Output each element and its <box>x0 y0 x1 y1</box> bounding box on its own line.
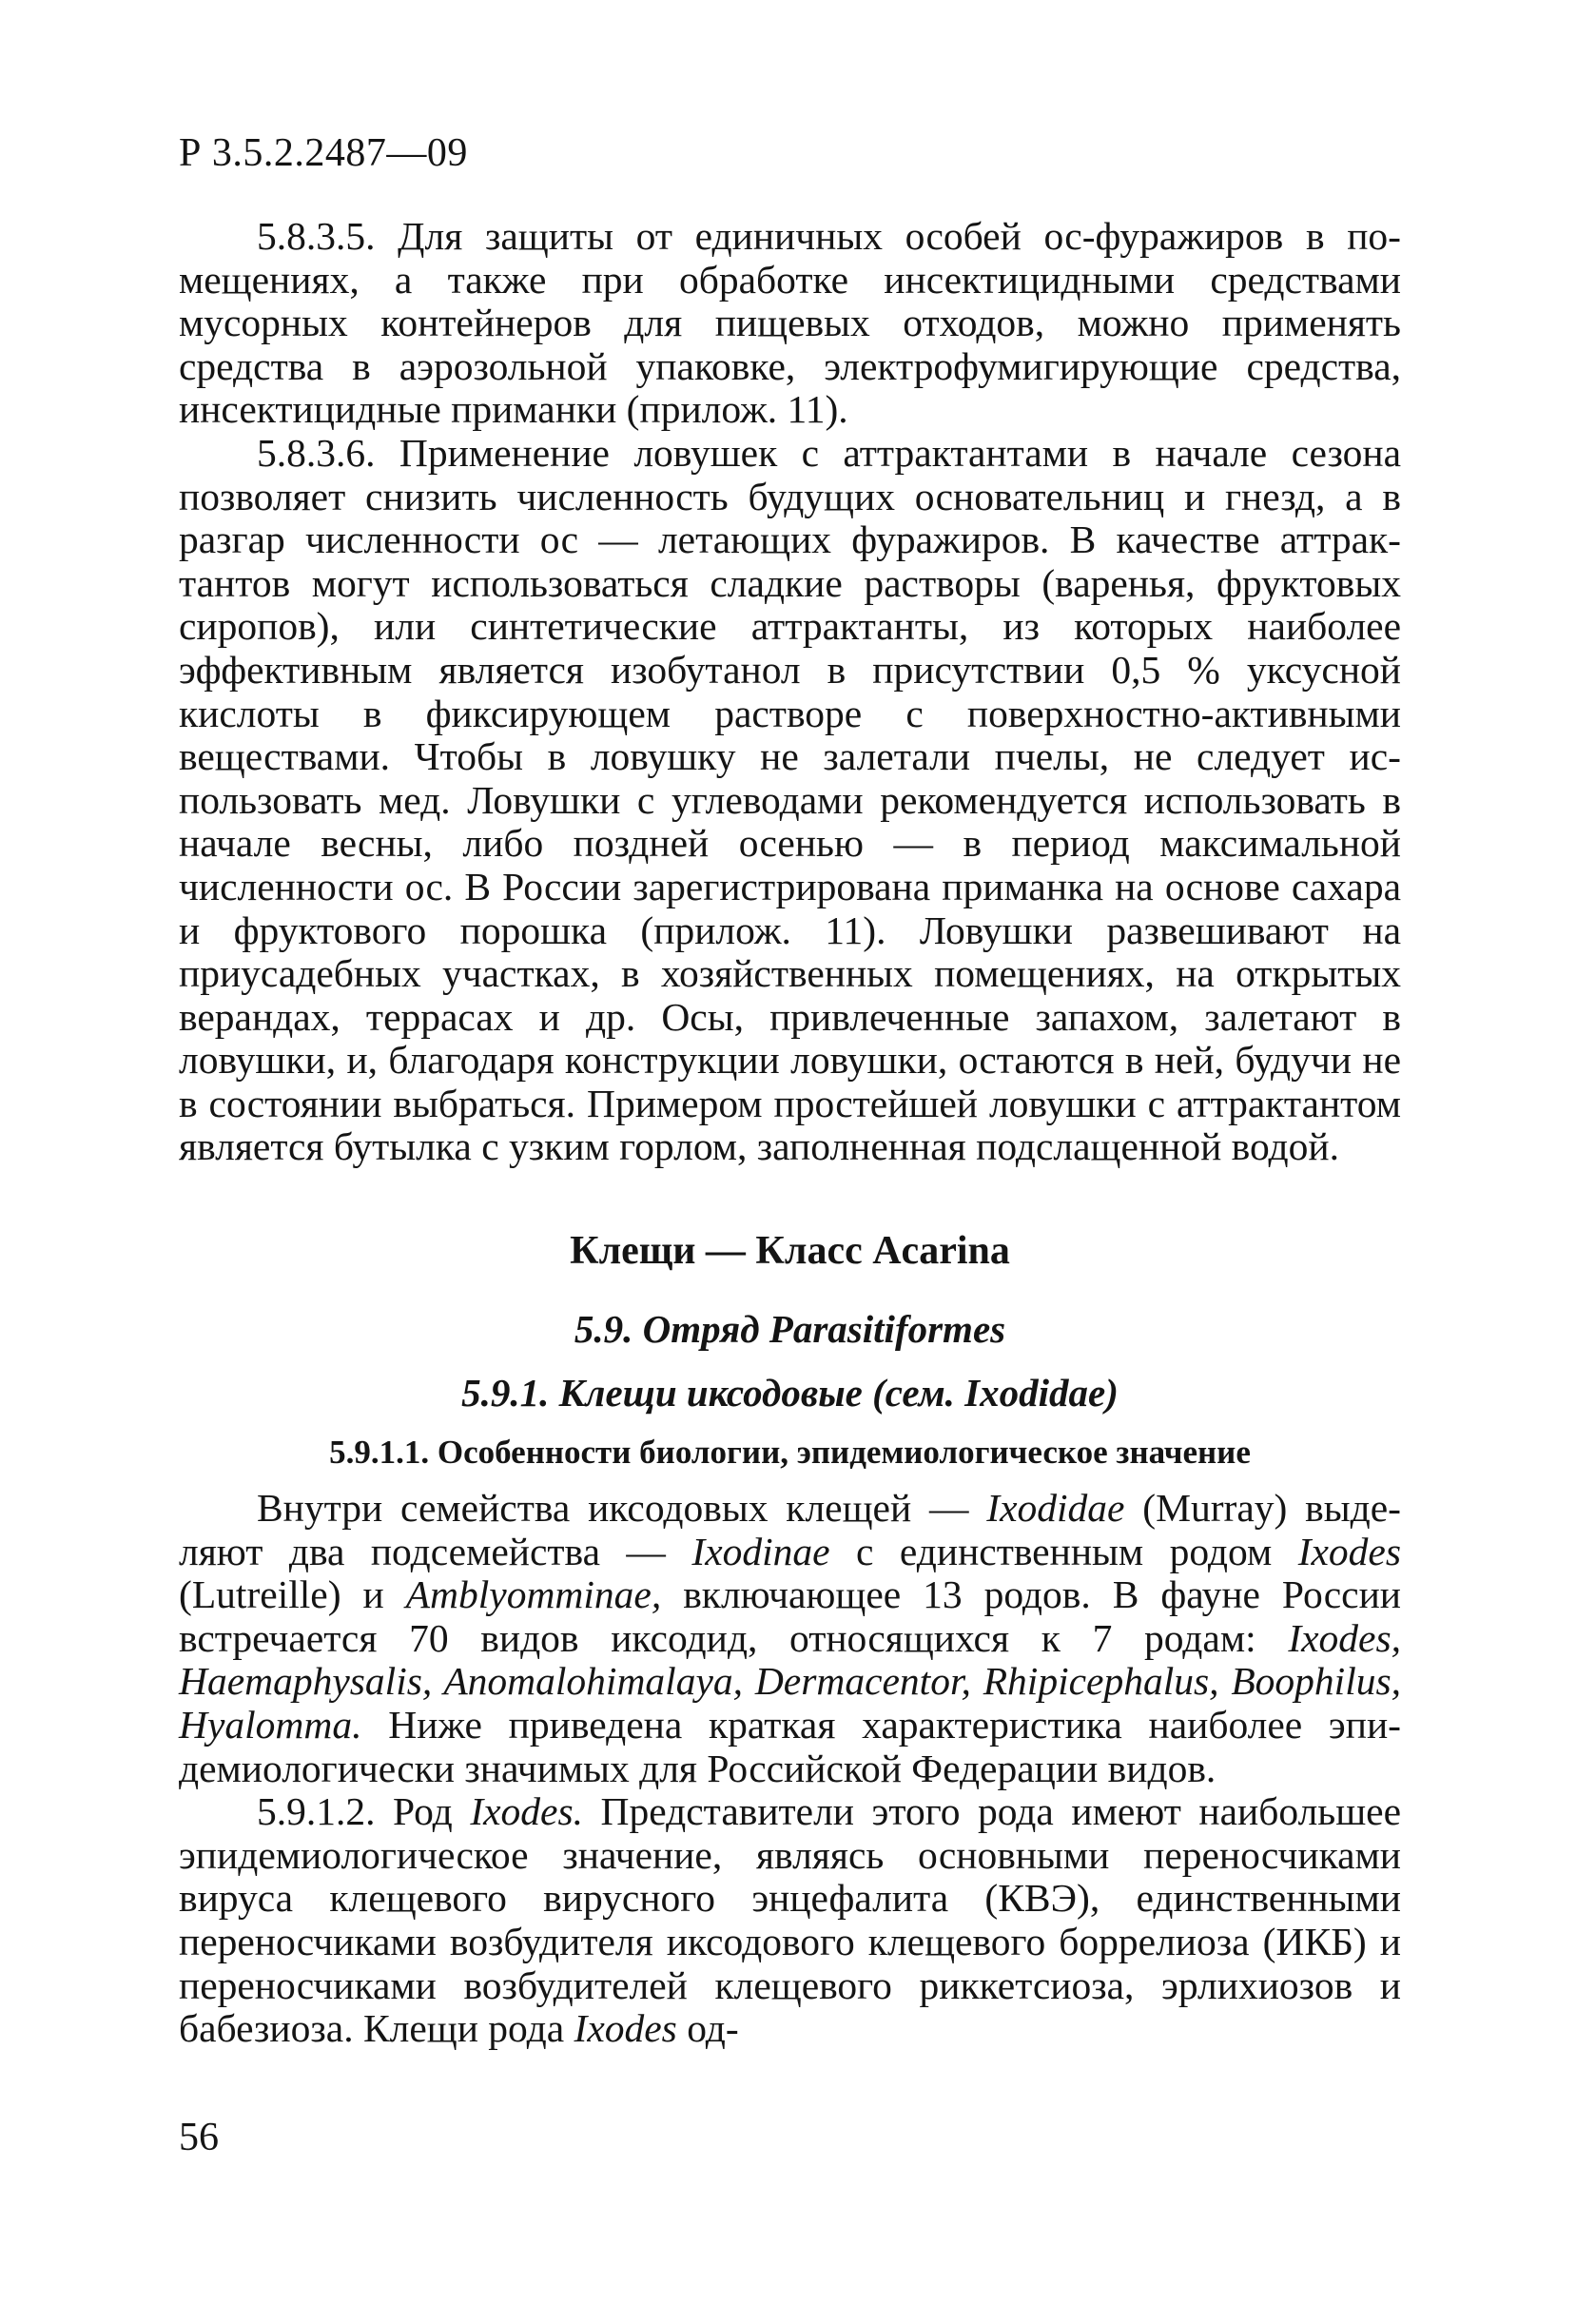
text-run: включающее 13 родов. В фауне России встречается 70 видов иксодид, относящихся к 7 родам: <box>179 1572 1401 1660</box>
latin-name: Ixodes <box>574 2006 677 2051</box>
text-run: (Murray) выделяют два подсемейства — <box>179 1486 1401 1573</box>
paragraph-ixodidae-family <box>179 1487 1401 1790</box>
latin-genera-list: Ixodes, Haemaphysalis, Anomalohimalaya, Dermacentor, Rhipicephalus, Boophilus, Hyalomma. <box>179 1615 1401 1747</box>
ticks-text <box>179 1487 1401 2051</box>
text-run: од- <box>676 2006 739 2051</box>
order-heading: 5.9. Отряд Parasitiformes <box>574 1307 1006 1351</box>
class-heading: Клещи — Класс Acarina <box>570 1229 1010 1273</box>
paragraph-5-8-3-5: 5.8.3.5. Для защиты от единичных особей ос-фуражиров в помещениях, а также при обработке инсектицидными средствами мусорных контейнеров для пищевых отходов, можно применять средства в аэрозольной упаковке, электрофумигирующие средства, инсектицидные приманки (прилож. 11). <box>179 214 1401 432</box>
text-run: с единственным родом <box>829 1529 1298 1573</box>
section-heading: 5.9.1.1. Особенности биологии, эпидемиологическое значение <box>329 1434 1251 1471</box>
wasp-control-text <box>179 215 1401 1169</box>
paragraph-5-8-3-6: 5.8.3.6. Применение ловушек с аттрактантами в начале сезона позволяет снизить численность будущих основательниц и гнезд, а в разгар численности ос — летающих фуражиров. В качестве аттрактантов могут использоваться сладкие растворы (варенья, фруктовых сиропов), или синтетические аттрактанты, из которых наиболее эффективным является изобутанол в присутствии 0,5 % уксусной кислоты в фиксирующем растворе с поверхностно-активными веществами. Чтобы в ловушку не залетали пчелы, не следует использовать мед. Ловушки с углеводами рекомендуется использовать в начале весны, либо поздней осенью — в период максимальной численности ос. В России зарегистрирована приманка на основе сахара и фруктового порошка (прилож. 11). Ловушки развешивают на приусадебных участках, в хозяйственных помещениях, на открытых верандах, террасах и др. Осы, привлеченные запахом, залетают в ловушки, и, благодаря конструкции ловушки, остаются в ней, будучи не в состоянии выбраться. Примером простейшей ловушки с аттрактантом является бутылка с узким горлом, заполненная подслащенной водой. <box>179 430 1401 1169</box>
paragraph-5-9-1-2 <box>179 1790 1401 2051</box>
document-code: Р 3.5.2.2487—09 <box>179 131 468 175</box>
latin-name: Ixodinae <box>691 1529 830 1573</box>
text-run: Внутри семейства иксодовых клещей — <box>257 1486 987 1530</box>
page-number: 56 <box>179 2116 219 2159</box>
family-heading: 5.9.1. Клещи иксодовые (сем. Ixodidae) <box>461 1371 1119 1415</box>
latin-name: Ixodidae <box>986 1486 1125 1530</box>
text-run: (Lutreille) и <box>179 1572 406 1617</box>
text-run: Представители этого рода имеют наибольшее эпидемиологическое значение, являясь основными переносчиками вируса клещевого вирусного энцефалита (КВЭ), единственными переносчиками возбудителя иксодового клещевого боррелиоза (ИКБ) и переносчиками возбудителей клещевого риккетсиоза, эрлихиозов и бабезиоза. Клещи рода <box>179 1789 1401 2051</box>
latin-name: Amblyomminae, <box>405 1572 662 1617</box>
latin-name: Ixodes. <box>470 1789 583 1834</box>
latin-name: Ixodes <box>1297 1529 1401 1573</box>
text-run: Ниже приведена краткая характеристика наиболее эпидемиологически значимых для Российской Федерации видов. <box>179 1702 1401 1790</box>
text-run: 5.9.1.2. Род <box>257 1789 471 1834</box>
